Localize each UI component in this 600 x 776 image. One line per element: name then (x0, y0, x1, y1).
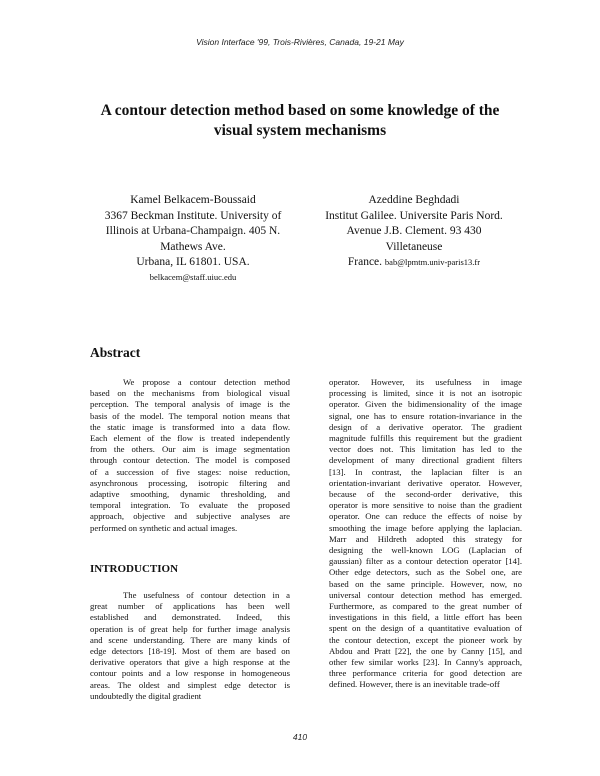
text-line: universal contour detection method has emerged. (329, 589, 522, 600)
text-line: perception. The temporal analysis of image is the (90, 399, 290, 410)
author-left (98, 193, 288, 284)
text-line: operator is more sensitive to noise than the gradient (329, 500, 522, 511)
text-line: adaptive smoothing, dynamic thresholding, and (90, 489, 290, 500)
right-column-body (329, 377, 522, 691)
text-line: temporal integration. To evaluate the proposed (90, 500, 290, 511)
text-line: signal, one has to ensure rotation-invariance in the (329, 410, 522, 421)
text-line: gaussian) filter as a contour detection operator [14]. (329, 556, 522, 567)
text-line: basis of the model. The temporal notion means that (90, 410, 290, 421)
text-line: performed on synthetic and actual images. (90, 522, 238, 533)
title-line-2: visual system mechanisms (213, 122, 387, 139)
author-email: bab@lpmtm.univ-paris13.fr (384, 257, 481, 267)
running-header: Vision Interface '99, Trois-Rivières, Canada, 19-21 May (196, 37, 404, 47)
text-line: based on the same principle. However, now, no (329, 578, 522, 589)
text-line: operator. Given the bidimensionality of the image (329, 399, 522, 410)
author-name: Kamel Belkacem-Boussaid (130, 194, 256, 206)
text-line: other few similar works [23]. In Canny's approach, (329, 657, 522, 668)
text-line: undoubtedly the digital gradient (90, 690, 202, 701)
text-line: processing is limited, since it is not an isotropic (329, 388, 522, 399)
text-line: approach, objective and subjective analyses are (90, 511, 290, 522)
text-line: [13]. In contrast, the laplacian filter is an (329, 466, 522, 477)
text-line: vector does not. This limitation has led to the (329, 444, 522, 455)
introduction-body (90, 590, 290, 702)
page-number: 410 (292, 732, 308, 742)
text-line: Other edge detectors, such as the Sobel one, are (329, 567, 522, 578)
text-line: spent on the design of a quantitative evaluation of (329, 623, 522, 634)
text-line: from the others. Our aim is image segmentation (90, 444, 290, 455)
text-line: areas. The oldest and simplest edge detector is (90, 679, 290, 690)
text-line: great number of applications has been well (90, 601, 290, 612)
text-line: design of a derivative operator. The gradient (329, 421, 522, 432)
text-line: established and demonstrated. Indeed, this (90, 612, 290, 623)
abstract-heading: Abstract (90, 345, 141, 360)
affiliation-country-line (318, 255, 510, 271)
affiliation-line: Institut Galilee. Universite Paris Nord. (325, 209, 503, 222)
title-line-1: A contour detection method based on some knowledge of the (100, 102, 500, 119)
author-email: belkacem@staff.uiuc.edu (149, 271, 237, 282)
text-line: Marr and Hildreth adopted this strategy for (329, 533, 522, 544)
text-line: Furthermore, as compared to the great number of (329, 601, 522, 612)
affiliation-line: Illinois at Urbana-Champaign. 405 N. (105, 225, 281, 237)
affiliation-country: France. (347, 256, 383, 268)
text-line: operator. One can reduce the effects of noise by (329, 511, 522, 522)
text-line: based on the mechanisms from biological visual (90, 388, 290, 399)
text-line: orientation-invariant derivative operator. However, (329, 477, 522, 488)
text-line: We propose a contour detection method (123, 377, 290, 387)
text-line: operation is of great help for further image analysis (90, 623, 290, 634)
text-line: the static image is transformed into a data flow. (90, 421, 290, 432)
author-right (318, 193, 510, 271)
text-line: smoothing the image before applying the laplacian. (329, 522, 522, 533)
text-line: Each element of the flow is treated independently (90, 433, 290, 444)
text-line: derivative operators that give a high response at the (90, 657, 290, 668)
text-line: defined. However, there is an inevitable trade-off (329, 679, 500, 690)
text-line: edge detectors [18-19]. Most of them are based on (90, 646, 290, 657)
affiliation-line: Mathews Ave. (160, 240, 226, 253)
text-line: the contour detection, except the pioneer work by (329, 634, 522, 645)
text-line: operator. However, its usefulness in image (329, 377, 522, 387)
text-line: Abdou and Pratt [22], the one by Canny [15], and (329, 645, 522, 656)
text-line: because of the second-order derivative, this (329, 489, 522, 500)
text-line: The usefulness of contour detection in a (123, 590, 290, 600)
text-line: of a succession of five stages: noise reduction, (90, 466, 290, 477)
author-name: Azeddine Beghdadi (368, 194, 460, 206)
text-line: investigations in this field, a little effort has been (329, 612, 522, 623)
text-line: contour points and a low response in homogeneous (90, 668, 290, 679)
introduction-heading: INTRODUCTION (90, 563, 179, 575)
text-line: through contour detection. The model is composed (90, 455, 290, 466)
affiliation-line: Avenue J.B. Clement. 93 430 Villetaneuse (346, 225, 482, 253)
affiliation-line: 3367 Beckman Institute. University of (104, 209, 282, 222)
text-line: three performance criteria for good detection are (329, 668, 522, 679)
abstract-body (90, 377, 290, 534)
text-line: asynchronous processing, isotropic filtering and (90, 477, 290, 488)
paper-title (60, 101, 540, 141)
text-line: magnitude fulfills this requirement but the gradient (329, 433, 522, 444)
text-line: and scene understanding. There are many kinds of (90, 634, 290, 645)
text-line: development of many directional gradient filters (329, 455, 522, 466)
affiliation-line: Urbana, IL 61801. USA. (136, 256, 250, 268)
text-line: designing the well-known LOG (Laplacian of (329, 545, 522, 556)
